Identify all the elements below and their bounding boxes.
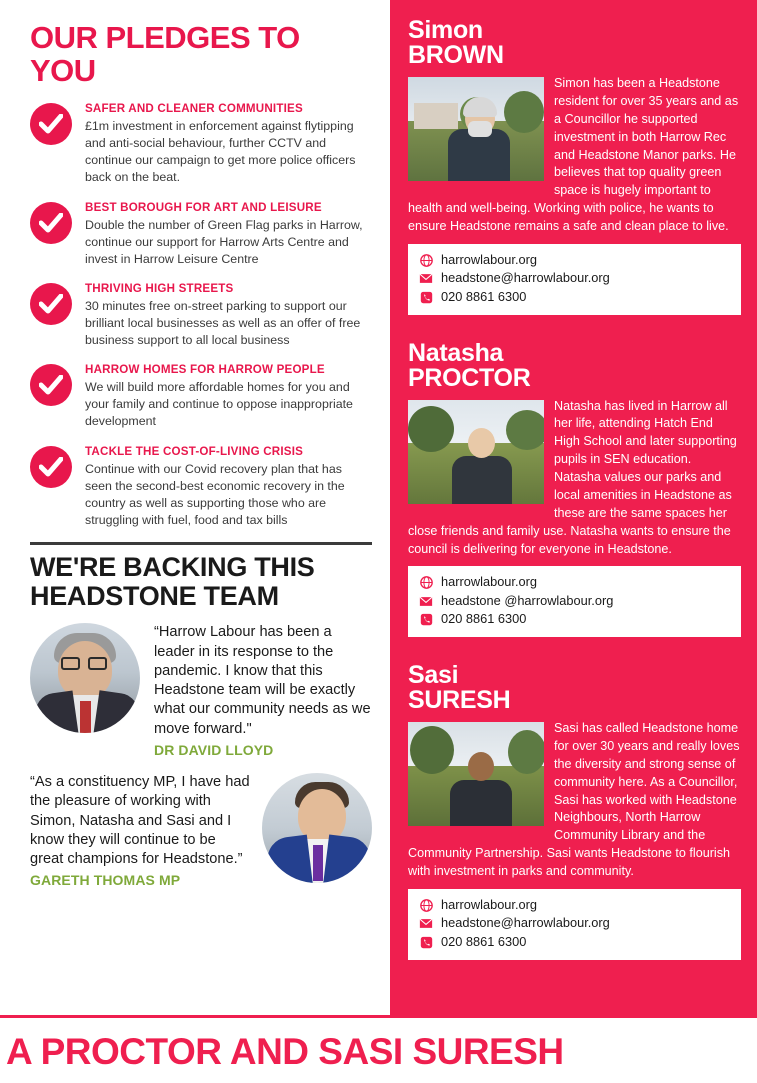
avatar	[30, 623, 140, 733]
candidate-last-name: SURESH	[408, 686, 511, 715]
contact-website-text: harrowlabour.org	[441, 251, 538, 267]
backing-title: WE'RE BACKING THIS HEADSTONE TEAM	[30, 551, 315, 612]
email-icon	[418, 596, 434, 607]
candidate-first-name: Natasha	[408, 338, 504, 367]
candidate-first-name: Sasi	[408, 661, 459, 690]
contact-website[interactable]	[418, 896, 731, 915]
quote-attribution: DR DAVID LLOYD	[154, 741, 274, 758]
endorsement-thomas	[30, 773, 372, 890]
pledge-heading: SAFER AND CLEANER COMMUNITIES	[85, 102, 303, 116]
list-item	[30, 362, 372, 430]
candidate-last-name: PROCTOR	[408, 363, 531, 392]
pledge-text: Double the number of Green Flag parks in Harrow, continue our support for Harrow Arts Centre and invest in Harrow Leisure Centre	[85, 217, 363, 266]
candidate-bio: Simon has been a Headstone resident for over 35 years and as a Councillor he supported investment in both Harrow Rec and Headstone Manor parks. He believes that top quality green space is hugely important to health and well-being. Working with police, he wants to ensure Headstone remains a safe and clean place to live.	[408, 76, 739, 233]
globe-icon	[418, 899, 434, 912]
divider	[30, 542, 372, 545]
globe-icon	[418, 254, 434, 267]
candidate-card-natasha-proctor	[408, 338, 741, 638]
check-icon	[30, 446, 72, 488]
pledge-heading: HARROW HOMES FOR HARROW PEOPLE	[85, 363, 325, 377]
candidate-card-simon-brown	[408, 18, 741, 315]
candidate-bio: Natasha has lived in Harrow all her life, attending Hatch End High School and later supporting pupils in SEN education. Natasha values our parks and local amenities in Headstone as these are the same spaces her close friends and family use. Natasha wants to ensure the council is delivering for everyone in Headstone.	[408, 398, 737, 556]
pledge-text: We will build more affordable homes for you and your family and continue to oppose inappropriate development	[85, 380, 353, 429]
pledge-heading: BEST BOROUGH FOR ART AND LEISURE	[85, 200, 322, 214]
pledge-text: Continue with our Covid recovery plan that has seen the second-best economic recovery in the country as well as supporting those who are struggling with fuel, food and tax bills	[85, 461, 345, 527]
contact-block	[408, 889, 741, 960]
pledge-heading: TACKLE THE COST-OF-LIVING CRISIS	[85, 444, 304, 458]
footer-banner	[0, 1015, 757, 1080]
contact-phone[interactable]	[418, 933, 731, 952]
pledge-text: £1m investment in enforcement against flytipping and anti-social behaviour, further CCTV and continue our campaign to get more police officers back on the beat.	[85, 119, 356, 185]
contact-phone[interactable]	[418, 288, 731, 307]
candidate-first-name: Simon	[408, 16, 483, 44]
footer-banner-text: A PROCTOR AND SASI SURESH	[6, 1031, 564, 1072]
contact-phone-text: 020 8861 6300	[441, 288, 527, 304]
candidate-name	[408, 663, 741, 713]
page-title: OUR PLEDGES TO YOU	[30, 20, 300, 88]
check-icon	[30, 202, 72, 244]
quote-text: “Harrow Labour has been a leader in its response to the pandemic. I know that this Headstone team will be exactly what our community needs as we move forward."	[154, 624, 371, 737]
list-item	[30, 281, 372, 349]
quote-text: “As a constituency MP, I have had the pleasure of working with Simon, Natasha and Sasi and I know they will continue to be great champions for Headstone.”	[30, 774, 250, 868]
contact-website-text: harrowlabour.org	[441, 574, 538, 590]
candidate-photo	[408, 400, 544, 504]
left-column	[0, 0, 390, 1015]
candidate-photo	[408, 77, 544, 181]
candidate-last-name: BROWN	[408, 41, 504, 69]
endorsement-lloyd	[30, 623, 372, 759]
contact-email[interactable]	[418, 269, 731, 288]
candidate-card-sasi-suresh	[408, 663, 741, 960]
candidate-name	[408, 18, 741, 68]
list-item	[30, 101, 372, 186]
email-icon	[418, 273, 434, 284]
contact-email-text: headstone@harrowlabour.org	[441, 270, 610, 286]
contact-block	[408, 566, 741, 637]
contact-phone-text: 020 8861 6300	[441, 611, 527, 627]
pledge-heading: THRIVING HIGH STREETS	[85, 281, 234, 295]
list-item	[30, 200, 372, 268]
avatar	[262, 773, 372, 883]
contact-email-text: headstone @harrowlabour.org	[441, 592, 614, 608]
contact-email-text: headstone@harrowlabour.org	[441, 915, 610, 931]
check-icon	[30, 283, 72, 325]
list-item	[30, 444, 372, 529]
candidate-name	[408, 338, 741, 392]
globe-icon	[418, 576, 434, 589]
contact-phone[interactable]	[418, 610, 731, 629]
contact-email[interactable]	[418, 914, 731, 933]
phone-icon	[418, 936, 434, 949]
candidate-photo	[408, 722, 544, 826]
right-column	[390, 0, 757, 1015]
contact-website[interactable]	[418, 251, 731, 270]
check-icon	[30, 364, 72, 406]
contact-email[interactable]	[418, 592, 731, 611]
contact-block	[408, 244, 741, 315]
phone-icon	[418, 613, 434, 626]
phone-icon	[418, 291, 434, 304]
check-icon	[30, 103, 72, 145]
contact-website-text: harrowlabour.org	[441, 896, 538, 912]
pledge-text: 30 minutes free on-street parking to support our brilliant local businesses as well as an offer of free business support to all local business	[85, 298, 361, 348]
contact-phone-text: 020 8861 6300	[441, 934, 527, 949]
pledges-list	[30, 101, 372, 529]
quote-attribution: GARETH THOMAS MP	[30, 872, 181, 889]
candidate-bio: Sasi has called Headstone home for over 30 years and really loves the diversity and strong sense of community here. As a Councillor, Sasi has worked with Headstone Neighbours, North Harrow Community Library and the Community Partnership. Sasi wants Headstone to flourish with investment in parks and community.	[408, 721, 740, 879]
email-icon	[418, 918, 434, 929]
contact-website[interactable]	[418, 573, 731, 592]
